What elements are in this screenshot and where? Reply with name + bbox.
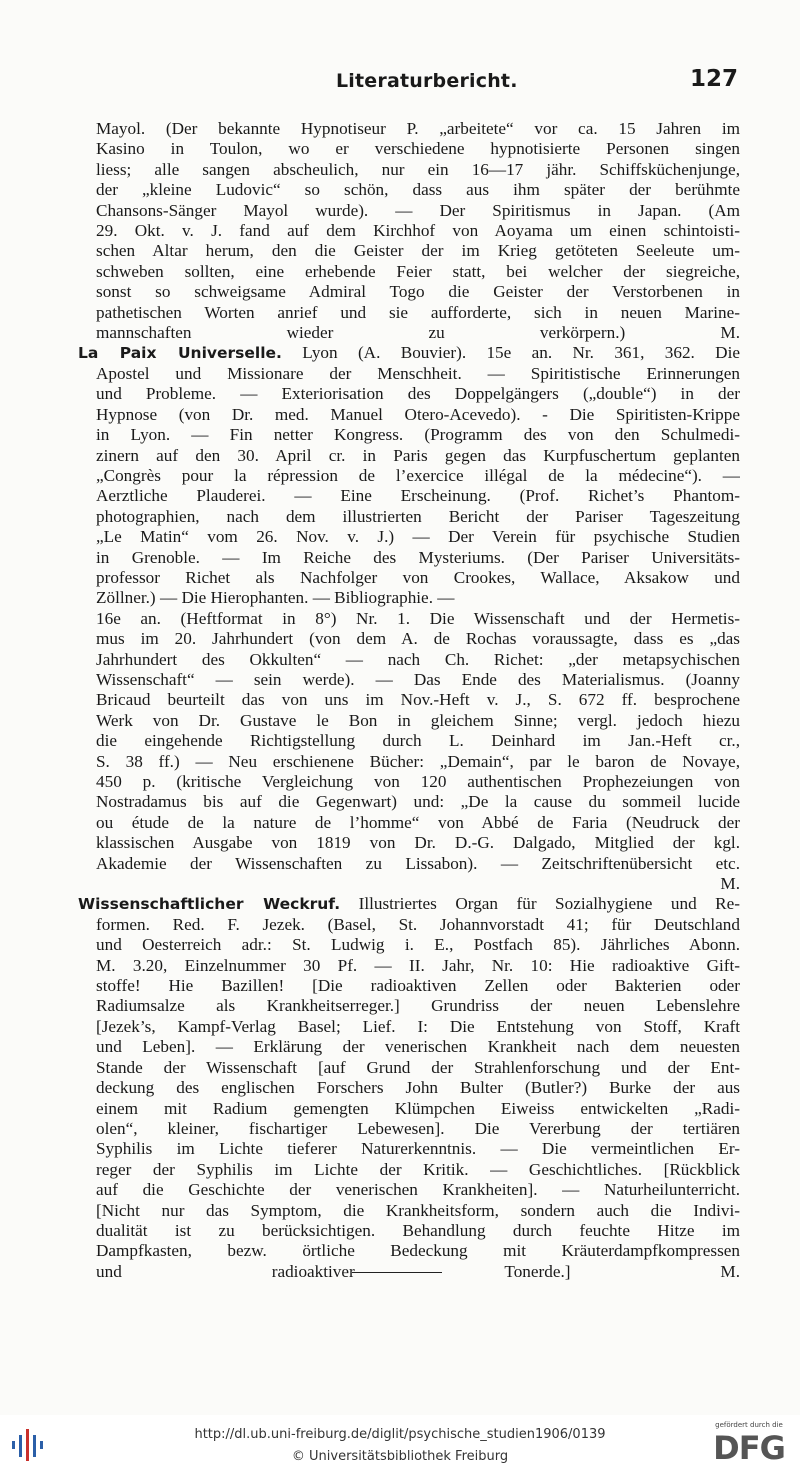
text-line: Werk von Dr. Gustave le Bon in gleichem Sinne; vergl. jedoch hiezu xyxy=(96,710,740,730)
text-line: Jahrhundert des Okkulten“ — nach Ch. Richet: „der metapsychischen xyxy=(96,649,740,669)
text-line: Dampfkasten, bezw. örtliche Bedeckung mit Kräuterdampfkompressen xyxy=(96,1241,740,1261)
text-line: [Nicht nur das Symptom, die Krankheitsform, sondern auch die Indivi- xyxy=(96,1200,740,1220)
text-line: Syphilis im Lichte tieferer Naturerkenntnis. — Die vermeintlichen Er- xyxy=(96,1139,740,1159)
text-line: Mayol. (Der bekannte Hypnotiseur P. „arbeitete“ vor ca. 15 Jahren im xyxy=(96,119,740,138)
text-line: sonst so schweigsame Admiral Togo die Geister der Verstorbenen in xyxy=(96,282,740,302)
text-line: und Leben]. — Erklärung der venerischen Krankheit nach dem neuesten xyxy=(96,1037,740,1057)
text-line: Bricaud beurteilt das von uns im Nov.-Heft v. J., S. 672 ff. besprochene xyxy=(96,690,740,710)
text-line: ou étude de la nature de l’homme“ von Abbé de Faria (Neudruck der xyxy=(96,812,740,832)
text-line: Aerztliche Plauderei. — Eine Erscheinung. (Prof. Richet’s Phantom- xyxy=(96,486,740,506)
text-line: Wissenschaft“ — sein werde). — Das Ende des Materialismus. (Joanny xyxy=(96,669,740,689)
text-line: Akademie der Wissenschaften zu Lissabon). — Zeitschriftenübersicht etc. xyxy=(96,853,740,873)
text-line: Lyon (A. Bouvier). 15e an. Nr. 361, 362. Die xyxy=(302,343,740,363)
copyright-notice: © Universitätsbibliothek Freiburg xyxy=(291,1449,509,1464)
entry-la-paix-universelle xyxy=(78,343,740,894)
text-line: formen. Red. F. Jezek. (Basel, St. Johannvorstadt 41; für Deutschland xyxy=(96,914,740,934)
text-line: „Congrès pour la répression de l’exercice illégal de la médecine“). — xyxy=(96,465,740,485)
text-line: zinern auf den 30. April cr. in Paris gegen das Kurpfuschertum geplanten xyxy=(96,445,740,465)
dfg-logo xyxy=(706,1421,792,1467)
review-text xyxy=(78,119,740,1282)
text-line: Apostel und Missionare der Menschheit. — Spiritistische Erinnerungen xyxy=(96,363,740,383)
text-line: und Oesterreich adr.: St. Ludwig i. E., Postfach 85). Jährliches Abonn. xyxy=(96,935,740,955)
entry-title: La Paix Universelle. xyxy=(78,344,282,363)
text-line: 16e an. (Heftformat in 8°) Nr. 1. Die Wissenschaft und der Hermetis- xyxy=(96,608,740,628)
text-line: Chansons-Sänger Mayol wurde). — Der Spiritismus in Japan. (Am xyxy=(96,200,740,220)
entry-wissenschaftlicher-weckruf xyxy=(78,894,740,1282)
text-line: Hypnose (von Dr. med. Manuel Otero-Acevedo). - Die Spiritisten-Krippe xyxy=(96,404,740,424)
text-line: Illustriertes Organ für Sozialhygiene und Re- xyxy=(358,894,740,914)
text-line: Radiumsalze als Krankheitserreger.] Grundriss der neuen Lebenslehre xyxy=(96,996,740,1016)
text-line: und Probleme. — Exteriorisation des Doppelgängers („double“) in der xyxy=(96,384,740,404)
text-line: mus im 20. Jahrhundert (von dem A. de Rochas voraussagte, dass es „das xyxy=(96,629,740,649)
text-line: Stande der Wissenschaft [auf Grund der Strahlenforschung und der Ent- xyxy=(96,1057,740,1077)
section-divider xyxy=(352,1272,442,1273)
dfg-logo-text: DFG xyxy=(713,1429,785,1467)
text-line: 450 p. (kritische Vergleichung von 120 authentischen Prophezeiungen von xyxy=(96,772,740,791)
text-line: Zöllner.) — Die Hierophanten. — Bibliographie. — xyxy=(96,588,455,608)
text-line: reger der Syphilis im Lichte der Kritik. — Geschichtliches. [Rückblick xyxy=(96,1159,740,1179)
text-line: professor Richet als Nachfolger von Crookes, Wallace, Aksakow und xyxy=(96,567,740,587)
text-line: deckung des englischen Forschers John Bulter (Butler?) Burke der aus xyxy=(96,1078,740,1098)
text-line: schweben sollten, eine erhebende Feier statt, bei welcher der siegreiche, xyxy=(96,261,740,281)
text-line: olen“, kleiner, fischartiger Lebewesen]. Die Vererbung der tertiären xyxy=(96,1118,740,1138)
entry-first-line xyxy=(78,894,740,914)
text-line: einem mit Radium gemengten Klümpchen Eiweiss entwickelten „Radi- xyxy=(96,1098,740,1118)
reviewer-signature: M. xyxy=(720,874,740,894)
page-number: 127 xyxy=(689,66,738,92)
permalink-url[interactable]: http://dl.ub.uni-freiburg.de/diglit/psychische_studien1906/0139 xyxy=(194,1427,606,1442)
viewer-footer xyxy=(0,1415,800,1472)
text-line: 29. Okt. v. J. fand auf dem Kirchhof von Aoyama um einen schintoisti- xyxy=(96,221,740,241)
text-line: der „kleine Ludovic“ so schön, dass aus ihm später der berühmte xyxy=(96,180,740,200)
text-line: in Grenoble. — Im Reiche des Mysteriums. (Der Pariser Universitäts- xyxy=(96,547,740,567)
text-line: die eingehende Richtigstellung durch L. Deinhard im Jan.-Heft cr., xyxy=(96,731,740,751)
text-line: klassischen Ausgabe von 1819 von Dr. D.-G. Dalgado, Mitglied der kgl. xyxy=(96,833,740,853)
text-line: pathetischen Worten anrief und sie aufforderte, sich in neuen Marine- xyxy=(96,302,740,322)
text-line: Nostradamus bis auf die Gegenwart) und: „De la cause du sommeil lucide xyxy=(96,792,740,812)
text-line: „Le Matin“ vom 26. Nov. v. J.) — Der Verein für psychische Studien xyxy=(96,527,740,547)
text-line: dualität ist zu berücksichtigen. Behandlung durch feuchte Hitze im xyxy=(96,1220,740,1240)
text-line: photographien, nach dem illustrierten Bericht der Pariser Tageszeitung xyxy=(96,506,740,526)
entry-title: Wissenschaftlicher Weckruf. xyxy=(78,895,341,914)
text-line: und radioaktiver Tonerde.] M. xyxy=(96,1261,740,1281)
text-line: [Jezek’s, Kampf-Verlag Basel; Lief. I: Die Entstehung von Stoff, Kraft xyxy=(96,1016,740,1036)
text-line: in Lyon. — Fin netter Kongress. (Programm des von den Schulmedi- xyxy=(96,425,740,445)
page-header xyxy=(96,66,742,102)
dfg-caption: gefördert durch die xyxy=(715,1421,783,1429)
text-line: mannschaften wieder zu verkörpern.) M. xyxy=(96,323,740,343)
text-line: stoffe! Hie Bazillen! [Die radioaktiven Zellen oder Bakterien oder xyxy=(96,976,740,996)
entry-mayol xyxy=(96,119,740,343)
running-title: Literaturbericht. xyxy=(336,70,518,92)
text-line: liess; alle sangen abscheulich, nur ein 16—17 jähr. Schiffsküchenjunge, xyxy=(96,159,740,179)
text-line: S. 38 ff.) — Neu erschienene Bücher: „Demain“, par le baron de Novaye, xyxy=(96,751,740,771)
text-line: auf die Geschichte der venerischen Krankheiten]. — Naturheilunterricht. xyxy=(96,1180,740,1200)
text-line: schen Altar herum, den die Geister der im Krieg getöteten Seeleute um- xyxy=(96,241,740,261)
text-line: M. 3.20, Einzelnummer 30 Pf. — II. Jahr, Nr. 10: Hie radioaktive Gift- xyxy=(96,955,740,975)
text-line: Kasino in Toulon, wo er verschiedene hypnotisierte Personen singen xyxy=(96,139,740,159)
entry-first-line xyxy=(78,343,740,363)
